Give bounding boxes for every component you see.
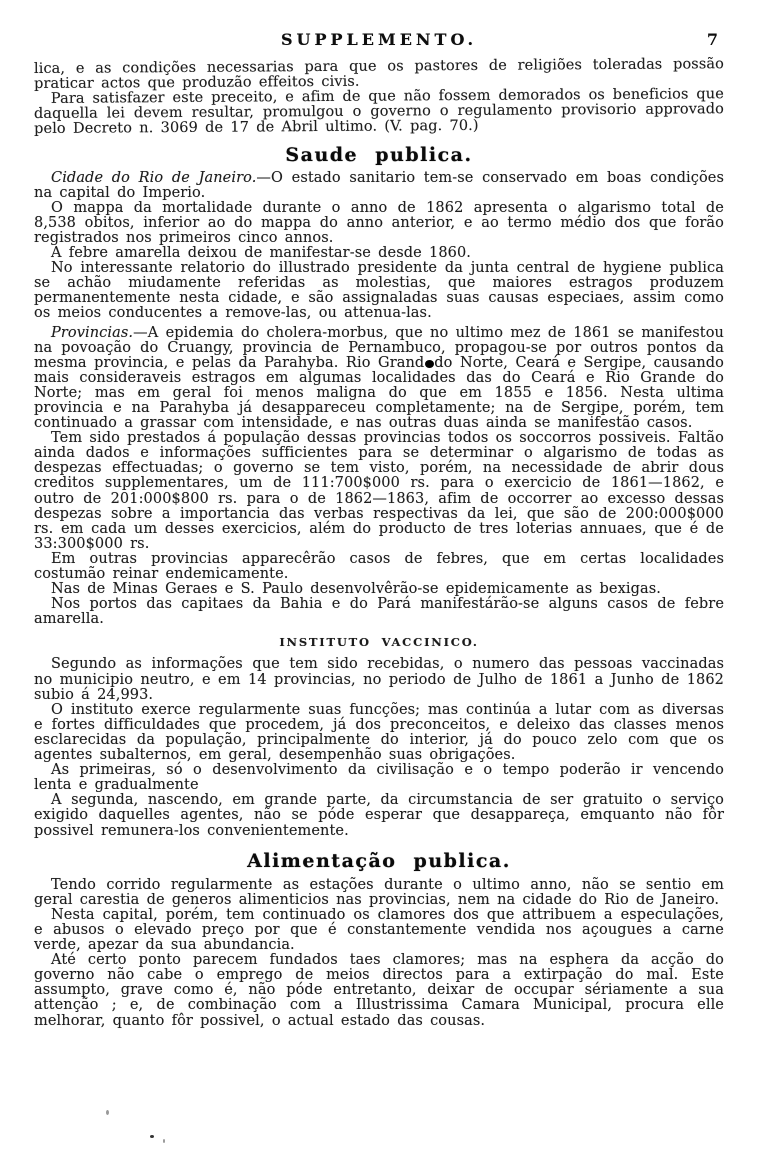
paragraph-text: Nesta capital, porém, tem continuado os clamores dos que attribuem a especulações, e abusos o elevado preço por que é constantemente vendida nos açougues a carne verde, apezar da sua abundancia. [34, 906, 724, 954]
running-title: SUPPLEMENTO. [280, 30, 478, 49]
paragraph-text: A segunda, nascendo, em grande parte, da circumstancia de ser gratuito o serviço exigido daquelles agentes, não se póde esperar que desappareça, emquanto não fôr possivel remunera-los convenientemente. [34, 792, 724, 839]
paragraph-nesta-capital [34, 908, 724, 953]
paragraph-text: Segundo as informações que tem sido recebidas, o numero das pessoas vaccinadas no municipio neutro, e em 14 provincias, no periodo de Julho de 1861 a Junho de 1862 subio á 24,993. [34, 656, 724, 703]
paragraph-text: Nas de Minas Geraes e S. Paulo desenvolvêrão-se epidemicamente as bexigas. [51, 581, 661, 598]
ink-blot-artifact [425, 360, 434, 368]
paragraph-febre-amarella [34, 246, 724, 261]
paragraph-tendo [34, 878, 724, 908]
paragraph-lead-italic: Provincias. [51, 324, 134, 341]
paragraph-relatorio [34, 261, 724, 321]
paragraph-text: Tendo corrido regularmente as estações durante o ultimo anno, não se sentio em geral carestia de generos alimenticios nas provincias, nem na cidade do Rio de Janeiro. [34, 876, 724, 908]
section-title-alimentacao-publica: Alimentação publica. [247, 849, 511, 872]
paragraph-text: O instituto exerce regularmente suas funcções; mas continúa a lutar com as diversas e fortes difficuldades que procedem, já dos preconceitos, e deleixo das classes menos esclarecidas da população, principalmente do interior, já do pouco zelo com que os agentes subalternos, em geral, desempenhão suas obrigações. [34, 701, 724, 764]
paragraph-lead-italic: Cidade do Rio de Janeiro. [51, 169, 257, 186]
paragraph-mappa [34, 201, 724, 246]
paragraph-text: Para satisfazer este preceito, e afim de que não fossem demorados os beneficios que daquella lei devem resultar, promulgou o governo o regulamento provisorio approvado pelo Decreto n. 3069 de 17 de Abril ultimo. (V. pag. 70.) [33, 86, 725, 138]
paragraph-febres [34, 552, 724, 582]
paragraph-text: No interessante relatorio do illustrado presidente da junta central de hygiene publica se achão miudamente referidas as molestias, que maiores estragos produzem permanentemente nesta cidade, e são assignaladas suas causas especiaes, assim como os meios conducentes a remove-las, ou attenua-las. [34, 260, 724, 322]
paragraph-segunda [34, 793, 724, 838]
scan-speck [163, 1139, 165, 1143]
paragraph-text: A febre amarella deixou de manifestar-se desde 1860. [51, 245, 472, 262]
printed-sheet [34, 30, 724, 1029]
document-body [33, 56, 725, 1029]
paragraph-text: Tem sido prestados á população dessas provincias todos os soccorros possiveis. Faltão ainda dados e informações sufficientes para se determinar o algarismo de todas as despezas effectuadas; o governo se tem visto, porém, na necessidade de abrir dous creditos supplementares, um de 111:700$000 rs. para o exercicio de 1861—1862, e outro de 201:000$800 rs. para o de 1862—1863, afim de occorrer ao excesso dessas despezas sobre a importancia das verbas respectivas da lei, que são de 200:000$000 rs. em cada um desses exercicios, além do producto de tres loterias annuaes, que é de 33:300$000 rs. [34, 430, 724, 552]
paragraph-portos [34, 597, 724, 627]
paragraph-ate-certo-ponto [34, 953, 724, 1028]
paragraph-text: —O estado sanitario tem-se conservado em boas condições na capital do Imperio. [34, 169, 724, 201]
page-number: 7 [706, 30, 718, 49]
paragraph-cidade [34, 171, 724, 201]
paragraph-text: Nos portos das capitaes da Bahia e do Pará manifestárão-se alguns casos de febre amarella. [34, 596, 724, 628]
paragraph-text: O mappa da mortalidade durante o anno de 1862 apresenta o algarismo total de 8,538 obitos, inferior ao do mappa do anno anterior, e ao termo médio dos que forão registrados nos primeiros cinco annos. [34, 199, 724, 246]
section-title-saude-publica: Saude publica. [285, 144, 473, 167]
paragraph [34, 87, 724, 137]
paragraph-instituto [34, 703, 724, 763]
paragraph-text: As primeiras, só o desenvolvimento da civilisação e o tempo poderão ir vencendo lenta e gradualmente [34, 762, 724, 794]
paragraph-bexigas [34, 582, 724, 597]
paragraph-vaccinadas [34, 657, 724, 702]
page-header [34, 30, 724, 56]
paragraph-text: Em outras provincias apparecêrão casos de febres, que em certas localidades costumão reinar endemicamente. [34, 550, 724, 582]
paragraph-provincias [34, 326, 724, 432]
paragraph-soccorros [34, 431, 724, 552]
paragraph-text: —A epidemia do cholera-morbus, que no ultimo mez de 1861 se manifestou na povoação do Cruangy, provincia de Pernambuco, propagou-se por outros pontos da mesma provincia, e pelas da Parahyba. Rio Grand [34, 324, 724, 371]
scan-speck [150, 1135, 154, 1138]
subsection-title-instituto-vaccinico: INSTITUTO VACCINICO. [279, 635, 479, 650]
scan-speck [106, 1110, 109, 1115]
paragraph-text: lica, e as condições necessarias para que os pastores de religiões toleradas possão praticar actos que produzão effeitos civis. [33, 56, 724, 93]
paragraph-text: do Norte, Ceará e Sergipe, causando mais consideraveis estragos em algumas localidades das do Ceará e Rio Grande do Norte; mas em geral foi menos maligna do que em 1855 e 1856. Nesta ultima provincia e na Parahyba já desappareceu completamente; na de Sergipe, porém, tem continuado a grassar com intensidade, e nas outras duas ainda se manifestão casos. [34, 354, 724, 432]
paragraph-primeiras [34, 763, 724, 793]
paragraph-text: Até certo ponto parecem fundados taes clamores; mas na esphera da acção do governo não cabe o emprego de meios directos para a extirpação do mal. Este assumpto, grave como é, não póde entretanto, deixar de occupar sériamente a sua attenção ; e, de combinação com a Illustrissima Camara Municipal, procura elle melhorar, quanto fôr possivel, o actual estado das cousas. [34, 952, 724, 1029]
